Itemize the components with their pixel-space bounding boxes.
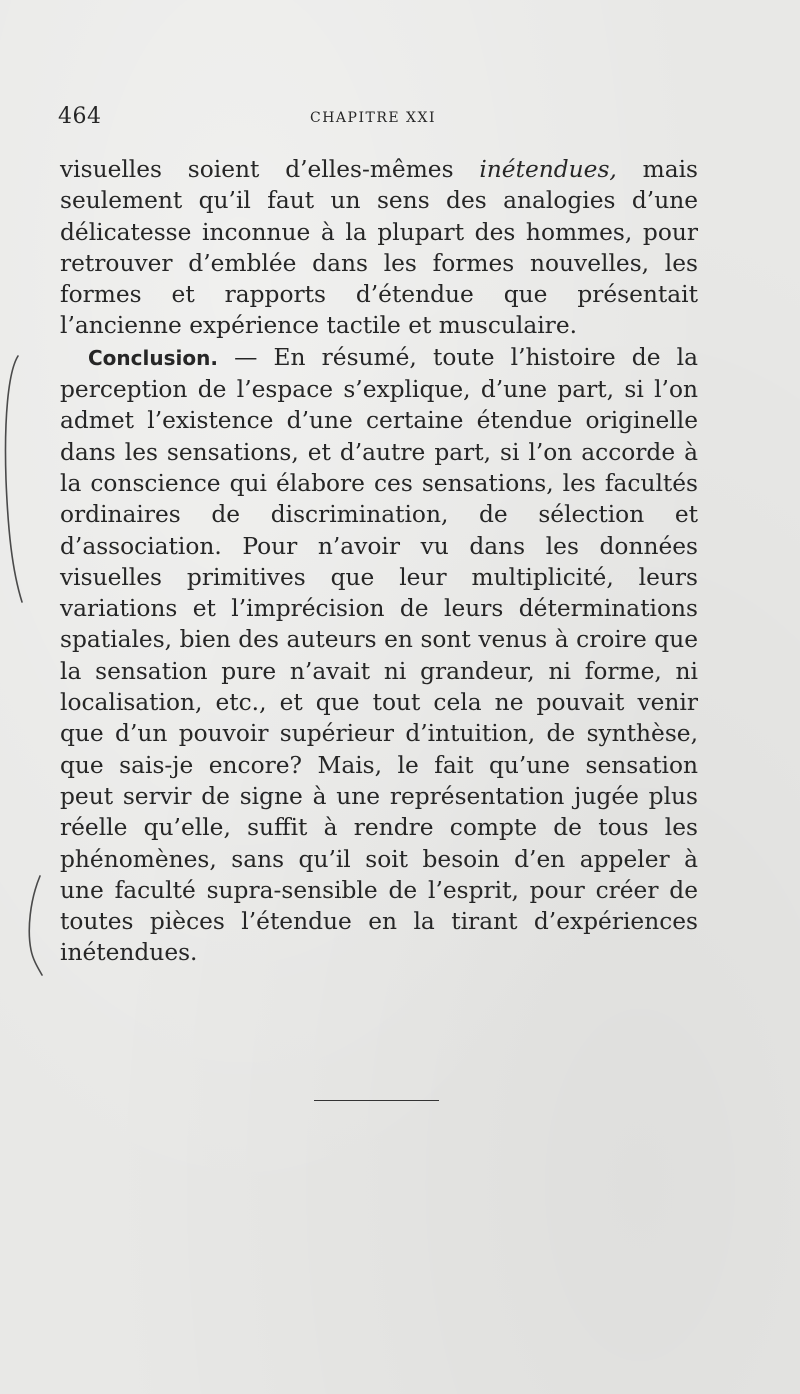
section-heading: Conclusion. [88, 345, 218, 370]
paragraph-continued [60, 154, 698, 342]
chapter-title: CHAPITRE XXI [310, 110, 436, 126]
italic-word: inétendues, [479, 156, 617, 183]
running-head [58, 104, 698, 134]
paragraph-conclusion [60, 342, 698, 969]
end-rule [314, 1100, 439, 1101]
page-number: 464 [58, 104, 102, 129]
paragraph-text-rest: mais seulement qu’il faut un sens des analogies d’une délicatesse inconnue à la plupart des hommes, pour retrouver d’emblée dans les formes nouvelles, les formes et rapports d’étendue que présentait l’ancienne expérience tactile et musculaire. [60, 156, 699, 340]
body-text [60, 154, 698, 969]
paragraph-text-start: visuelles soient d’elles-mêmes [60, 156, 480, 183]
margin-pencil-marks [0, 0, 60, 1394]
conclusion-text: — En résumé, toute l’histoire de la perception de l’espace s’explique, d’une part, si l’on admet l’existence d’une certaine étendue originelle dans les sensations, et d’autre part, si l’on accorde à la conscience qui élabore ces sensations, les facultés ordinaires de discrimination, de sélection et d’association. Pour n’avoir vu dans les données visuelles primitives que leur multiplicité, leurs variations et l’imprécision de leurs déterminations spatiales, bien des auteurs en sont venus à croire que la sensation pure n’avait ni grandeur, ni forme, ni localisation, etc., et que tout cela ne pouvait venir que d’un pouvoir supérieur d’intuition, de synthèse, que sais-je encore? Mais, le fait qu’une sensation peut servir de signe à une représentation jugée plus réelle qu’elle, suffit à rendre compte de tous les phénomènes, sans qu’il soit besoin d’en appeler à une faculté supra-sensible de l’esprit, pour créer de toutes pièces l’étendue en la tirant d’expériences inétendues. [60, 343, 698, 967]
margin-bracket-lower [29, 876, 42, 975]
margin-bracket-upper [6, 356, 23, 602]
